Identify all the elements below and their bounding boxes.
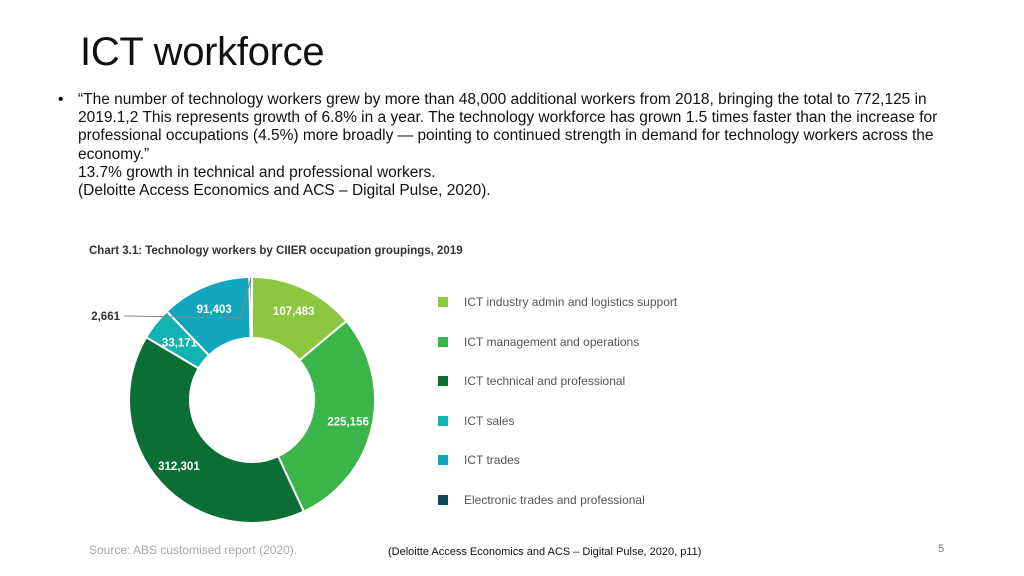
legend-swatch	[438, 416, 448, 426]
legend-swatch	[438, 297, 448, 307]
slice-value-label: 225,156	[327, 416, 369, 429]
legend-swatch	[438, 495, 448, 505]
legend-swatch	[438, 376, 448, 386]
citation-text: (Deloitte Access Economics and ACS – Digital Pulse, 2020).	[78, 182, 491, 200]
legend-swatch	[438, 455, 448, 465]
legend-swatch	[438, 337, 448, 347]
slice-value-label: 312,301	[158, 461, 200, 474]
donut-slice	[129, 337, 304, 523]
slide-title: ICT workforce	[80, 30, 325, 74]
legend-label: ICT management and operations	[464, 334, 640, 349]
slice-value-label: 91,403	[196, 304, 232, 317]
source-note: Source: ABS customised report (2020).	[89, 543, 298, 557]
chart-title: Chart 3.1: Technology workers by CIIER occupation groupings, 2019	[89, 245, 463, 257]
footnote-citation: (Deloitte Access Economics and ACS – Digital Pulse, 2020, p11)	[388, 546, 702, 558]
page-number: 5	[938, 543, 945, 555]
quote-text: “The number of technology workers grew by more than 48,000 additional workers from 2018, bringing the total to 772,125 in 2019.1,2 This represents growth of 6.8% in a year. The technology workforce has grown 1.5 times faster than the increase for professional occupations (4.5%) more broadly — pointing to continued strength in demand for technology workers across the economy.”	[78, 91, 938, 163]
donut-slice	[249, 277, 252, 338]
slice-value-label: 107,483	[272, 305, 315, 318]
growth-text: 13.7% growth in technical and professional workers.	[78, 163, 436, 181]
legend-label: ICT industry admin and logistics support	[464, 295, 678, 309]
legend-label: ICT technical and professional	[464, 374, 626, 388]
legend-label: Electronic trades and professional	[464, 492, 645, 507]
legend-label: ICT sales	[464, 413, 515, 428]
slice-value-label: 33,171	[161, 337, 198, 350]
bullet-dot: •	[58, 91, 64, 108]
legend-label: ICT trades	[464, 453, 520, 467]
slice-value-label: 2,661	[91, 311, 120, 323]
